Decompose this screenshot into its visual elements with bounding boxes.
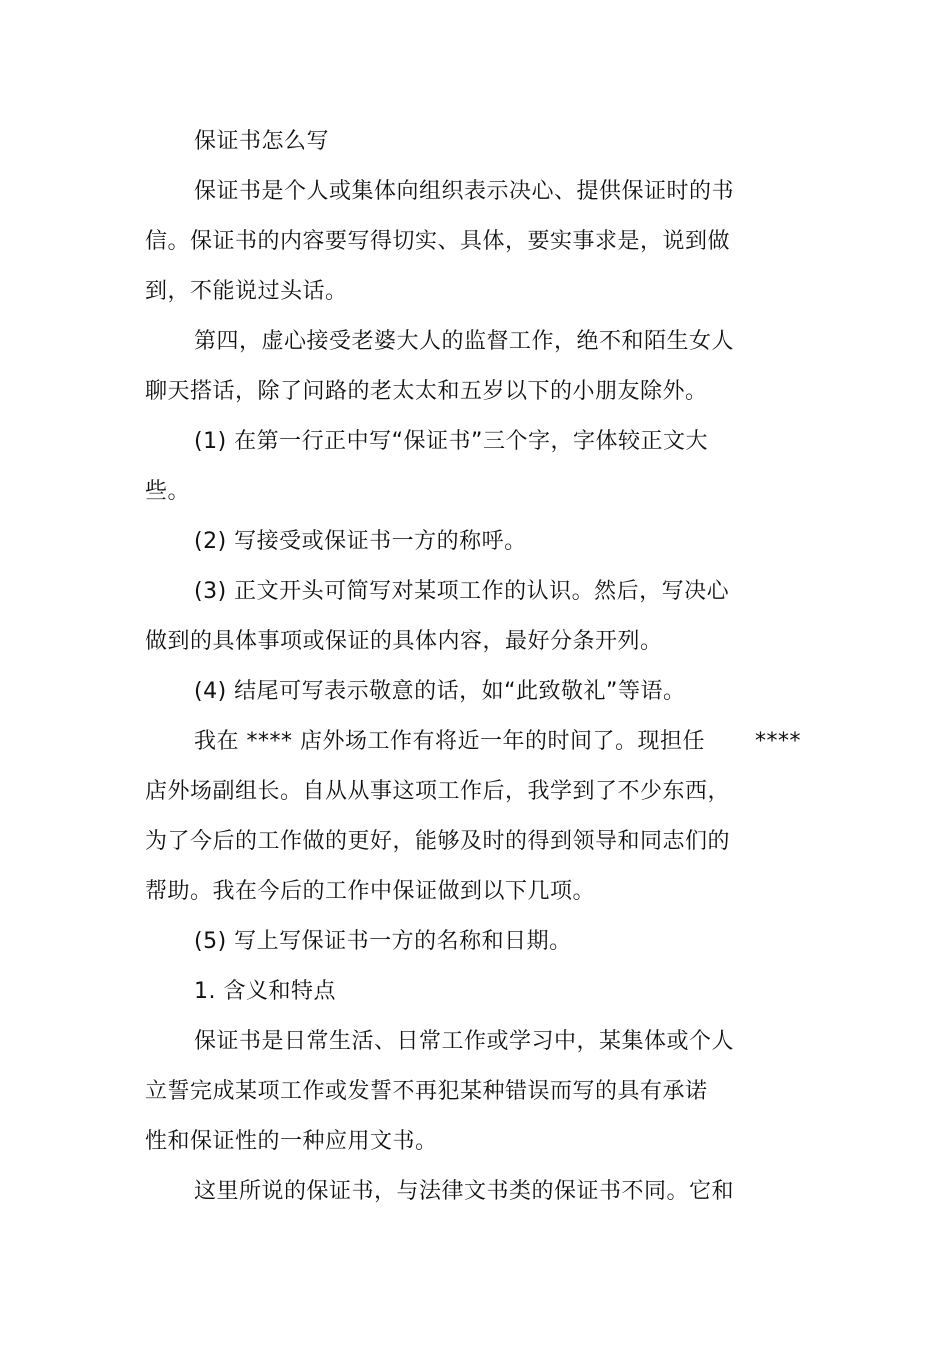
paragraph-line: 第四，虚心接受老婆大人的监督工作，绝不和陌生女人 — [194, 329, 735, 354]
paragraph-line: (1) 在第一行正中写“保证书”三个字，字体较正文大 — [194, 429, 708, 454]
paragraph-line: 立誓完成某项工作或发誓不再犯某种错误而写的具有承诺 — [145, 1079, 708, 1104]
paragraph-line: 我在 **** 店外场工作有将近一年的时间了。现担任 — [194, 729, 705, 754]
paragraph-line: 保证书是日常生活、日常工作或学习中，某集体或个人 — [194, 1029, 735, 1054]
paragraph-line: (2) 写接受或保证书一方的称呼。 — [194, 529, 527, 554]
paragraph-line: 做到的具体事项或保证的具体内容，最好分条开列。 — [145, 629, 663, 654]
paragraph-line: (3) 正文开头可简写对某项工作的认识。然后，写决心 — [194, 579, 730, 604]
paragraph-line: (4) 结尾可写表示敬意的话，如“此致敬礼”等语。 — [194, 679, 686, 704]
paragraph-line: 聊天搭话，除了问路的老太太和五岁以下的小朋友除外。 — [145, 379, 708, 404]
paragraph-line: 到，不能说过头话。 — [145, 279, 348, 304]
paragraph-line: 保证书是个人或集体向组织表示决心、提供保证时的书 — [194, 179, 735, 204]
paragraph-line-trailing: **** — [755, 729, 801, 754]
paragraph-line: 帮助。我在今后的工作中保证做到以下几项。 — [145, 879, 596, 904]
paragraph-line: 些。 — [145, 479, 191, 504]
paragraph-line: 店外场副组长。自从从事这项工作后，我学到了不少东西， — [145, 779, 731, 804]
paragraph-line: 信。保证书的内容要写得切实、具体，要实事求是，说到做 — [145, 229, 731, 254]
paragraph-line: (5) 写上写保证书一方的名称和日期。 — [194, 929, 572, 954]
section-heading: 1. 含义和特点 — [194, 979, 336, 1004]
paragraph-line: 这里所说的保证书，与法律文书类的保证书不同。它和 — [194, 1179, 735, 1204]
document-title: 保证书怎么写 — [194, 129, 330, 154]
paragraph-line: 为了今后的工作做的更好，能够及时的得到领导和同志们的 — [145, 829, 731, 854]
paragraph-line: 性和保证性的一种应用文书。 — [145, 1129, 438, 1154]
